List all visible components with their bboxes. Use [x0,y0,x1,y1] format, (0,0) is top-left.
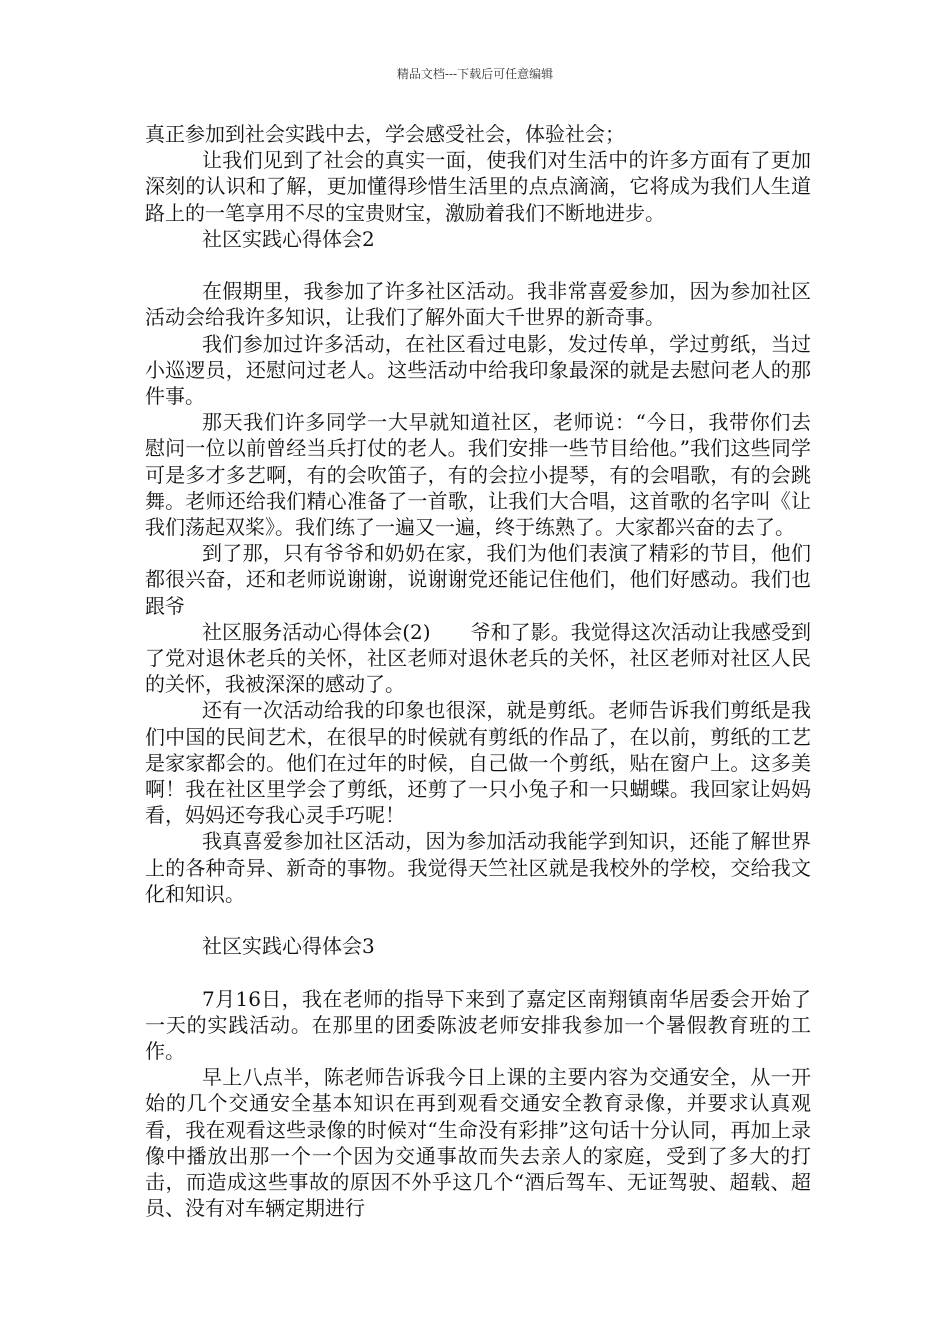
paragraph-3: 在假期里，我参加了许多社区活动。我非常喜爱参加，因为参加社区活动会给我许多知识，让我们了解外面大千世界的新奇事。 [145,279,811,330]
paragraph-9: 我真喜爱参加社区活动，因为参加活动我能学到知识，还能了解世界上的各种奇异、新奇的事物。我觉得天竺社区就是我校外的学校，交给我文化和知识。 [145,829,811,906]
paragraph-8: 还有一次活动给我的印象也很深，就是剪纸。老师告诉我们剪纸是我们中国的民间艺术，在很早的时候就有剪纸的作品了，在以前，剪纸的工艺是家家都会的。他们在过年的时候，自己做一个剪纸，贴在窗户上。这多美啊！我在社区里学会了剪纸，还剪了一只小兔子和一只蝴蝶。我回家让妈妈看，妈妈还夸我心灵手巧呢！ [145,698,811,828]
paragraph-7: 社区服务活动心得体会(2) 爷和了影。我觉得这次活动让我感受到了党对退休老兵的关怀，社区老师对退休老兵的关怀，社区老师对社区人民的关怀，我被深深的感动了。 [145,619,811,697]
section-title-2: 社区实践心得体会2 [202,226,375,251]
paragraph-10: 7月16日，我在老师的指导下来到了嘉定区南翔镇南华居委会开始了一天的实践活动。在那里的团委陈波老师安排我参加一个暑假教育班的工作。 [145,986,811,1064]
paragraph-1: 真正参加到社会实践中去，学会感受社会，体验社会； [145,122,625,146]
blank-line [145,907,811,933]
paragraph-11: 早上八点半，陈老师告诉我今日上课的主要内容为交通安全，从一开始的几个交通安全基本知识在再到观看交通安全教育录像，并要求认真观看，我在观看这些录像的时候对“生命没有彩排”这句话十分认同，再加上录像中播放出那一个一个因为交通事故而失去亲人的家庭，受到了多大的打击，而造成这些事故的原因不外乎这几个“酒后驾车、无证驾驶、超载、超员、没有对车辆定期进行 [145,1065,811,1221]
paragraph-5: 那天我们许多同学一大早就知道社区，老师说：“今日，我带你们去慰问一位以前曾经当兵打仗的老人。我们安排一些节目给他。”我们这些同学可是多才多艺啊，有的会吹笛子，有的会拉小提琴，有的会唱歌，有的会跳舞。老师还给我们精心准备了一首歌，让我们大合唱，这首歌的名字叫《让我们荡起双桨》。我们练了一遍又一遍，终于练熟了。大家都兴奋的去了。 [145,410,811,540]
paragraph-4: 我们参加过许多活动，在社区看过电影，发过传单，学过剪纸，当过小巡逻员，还慰问过老人。这些活动中给我印象最深的就是去慰问老人的那件事。 [145,331,811,409]
paragraph-2: 让我们见到了社会的真实一面，使我们对生活中的许多方面有了更加深刻的认识和了解，更加懂得珍惜生活里的点点滴滴，它将成为我们人生道路上的一笔享用不尽的宝贵财宝，激励着我们不断地进步。 [145,148,811,225]
document-body [145,121,811,1221]
paragraph-6: 到了那，只有爷爷和奶奶在家，我们为他们表演了精彩的节目，他们都很兴奋，还和老师说谢谢，说谢谢党还能记住他们，他们好感动。我们也跟爷 [145,541,811,618]
blank-line [145,252,811,278]
section-title-3: 社区实践心得体会3 [202,934,375,959]
blank-line [145,959,811,985]
page-header: 精品文档---下载后可任意编辑 [396,67,554,81]
